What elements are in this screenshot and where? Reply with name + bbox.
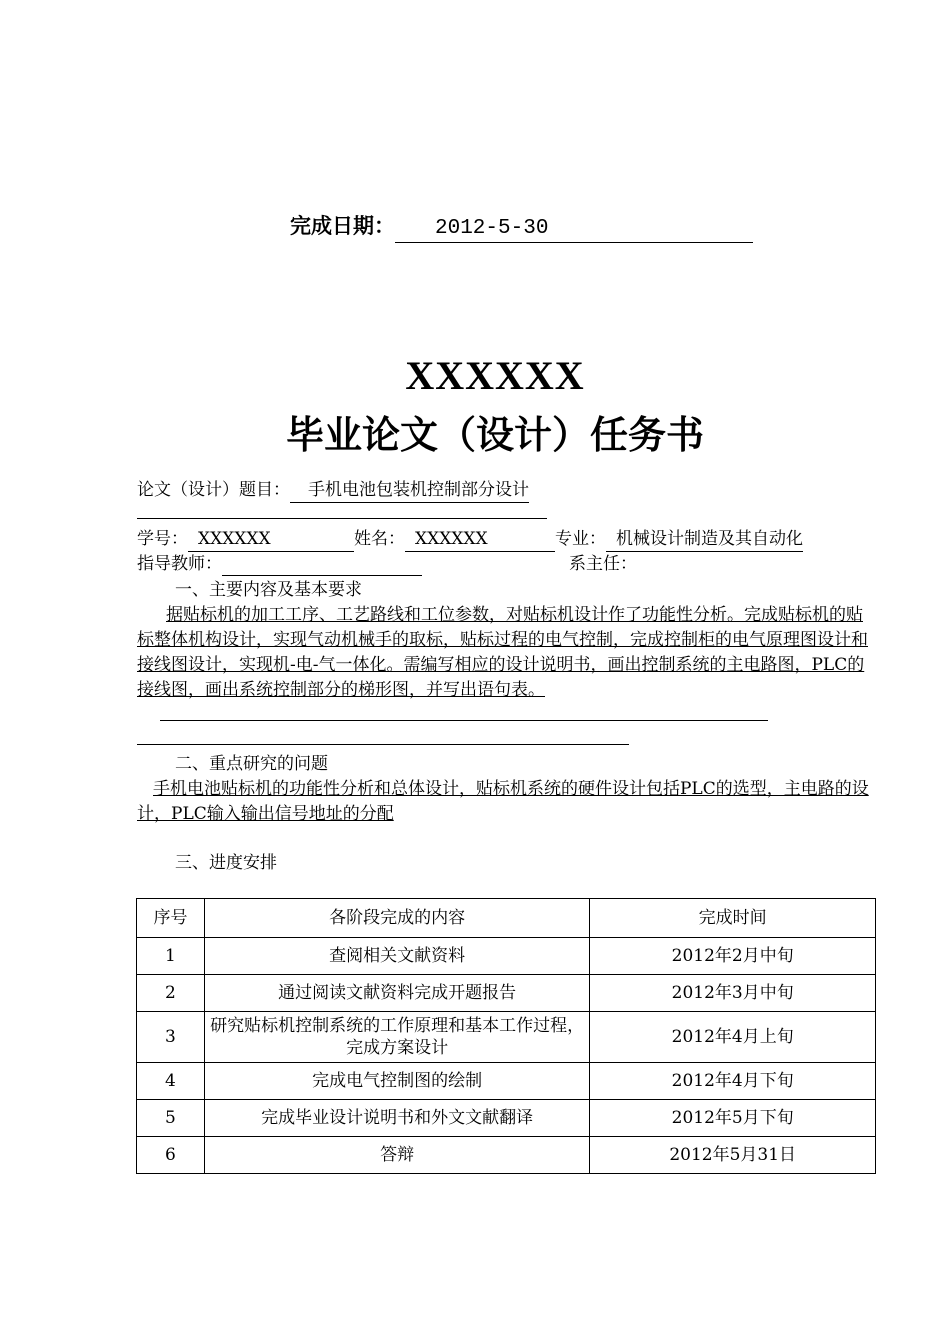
row-time: 2012年5月31日 <box>590 1137 876 1174</box>
row-no: 5 <box>137 1100 205 1137</box>
table-row <box>137 975 876 1012</box>
row-no: 3 <box>137 1012 205 1063</box>
major-value: 机械设计制造及其自动化 <box>606 527 803 552</box>
row-no: 6 <box>137 1137 205 1174</box>
section1-heading: 一、主要内容及基本要求 <box>175 580 362 600</box>
completion-date-label: 完成日期： <box>290 214 395 238</box>
completion-date-value: 2012-5-30 <box>395 216 753 243</box>
section2-body-text: 手机电池贴标机的功能性分析和总体设计，贴标机系统的硬件设计包括PLC的选型，主电路的设计，PLC输入输出信号地址的分配 <box>137 779 869 824</box>
topic-value: 手机电池包装机控制部分设计 <box>290 478 529 503</box>
advisor-label: 指导教师： <box>137 554 222 574</box>
school-name: XXXXXX <box>405 353 585 398</box>
row-time: 2012年5月下旬 <box>590 1100 876 1137</box>
topic-label: 论文（设计）题目： <box>137 480 290 500</box>
row-no: 4 <box>137 1063 205 1100</box>
section2-heading: 二、重点研究的问题 <box>175 754 328 774</box>
table-row <box>137 1012 876 1063</box>
schedule-table <box>136 898 876 1174</box>
completion-date-line <box>290 210 753 243</box>
advisor-line <box>137 552 422 576</box>
row-time: 2012年4月下旬 <box>590 1063 876 1100</box>
row-content: 完成毕业设计说明书和外文文献翻译 <box>204 1100 589 1137</box>
name-value: XXXXXX <box>405 527 555 552</box>
document-title: 毕业论文（设计）任务书 <box>285 413 704 457</box>
dept-head-label: 系主任： <box>569 554 637 574</box>
section3-heading: 三、进度安排 <box>175 853 277 873</box>
row-time: 2012年3月中旬 <box>590 975 876 1012</box>
header-no: 序号 <box>137 899 205 938</box>
major-label: 专业： <box>555 529 606 549</box>
section2-body <box>137 777 879 827</box>
dept-head-line <box>569 552 637 576</box>
row-no: 2 <box>137 975 205 1012</box>
row-no: 1 <box>137 938 205 975</box>
header-content: 各阶段完成的内容 <box>204 899 589 938</box>
section1-trailing-underline <box>160 720 768 721</box>
table-row <box>137 1063 876 1100</box>
advisor-value <box>222 555 422 576</box>
row-time: 2012年2月中旬 <box>590 938 876 975</box>
table-row <box>137 1137 876 1174</box>
row-content: 查阅相关文献资料 <box>204 938 589 975</box>
section1-blank-line <box>137 744 629 745</box>
table-row <box>137 938 876 975</box>
student-id-label: 学号： <box>137 529 188 549</box>
name-label: 姓名： <box>354 529 405 549</box>
row-content: 答辩 <box>204 1137 589 1174</box>
section1-body <box>137 603 879 703</box>
student-id-value: XXXXXX <box>188 527 354 552</box>
topic-line <box>137 478 529 503</box>
row-content: 研究贴标机控制系统的工作原理和基本工作过程，完成方案设计 <box>204 1012 589 1063</box>
table-row <box>137 1100 876 1137</box>
row-content: 完成电气控制图的绘制 <box>204 1063 589 1100</box>
student-info-line <box>137 527 803 552</box>
topic-underline <box>137 518 547 519</box>
header-time: 完成时间 <box>590 899 876 938</box>
row-time: 2012年4月上旬 <box>590 1012 876 1063</box>
row-content: 通过阅读文献资料完成开题报告 <box>204 975 589 1012</box>
section1-body-text: 据贴标机的加工工序、工艺路线和工位参数，对贴标机设计作了功能性分析。完成贴标机的贴标整体机构设计，实现气动机械手的取标，贴标过程的电气控制，完成控制柜的电气原理图设计和接线图设计，实现机-电-气一体化。需编写相应的设计说明书，画出控制系统的主电路图，PLC的接线图，画出系统控制部分的梯形图，并写出语句表。 <box>137 605 868 700</box>
table-header-row <box>137 899 876 938</box>
